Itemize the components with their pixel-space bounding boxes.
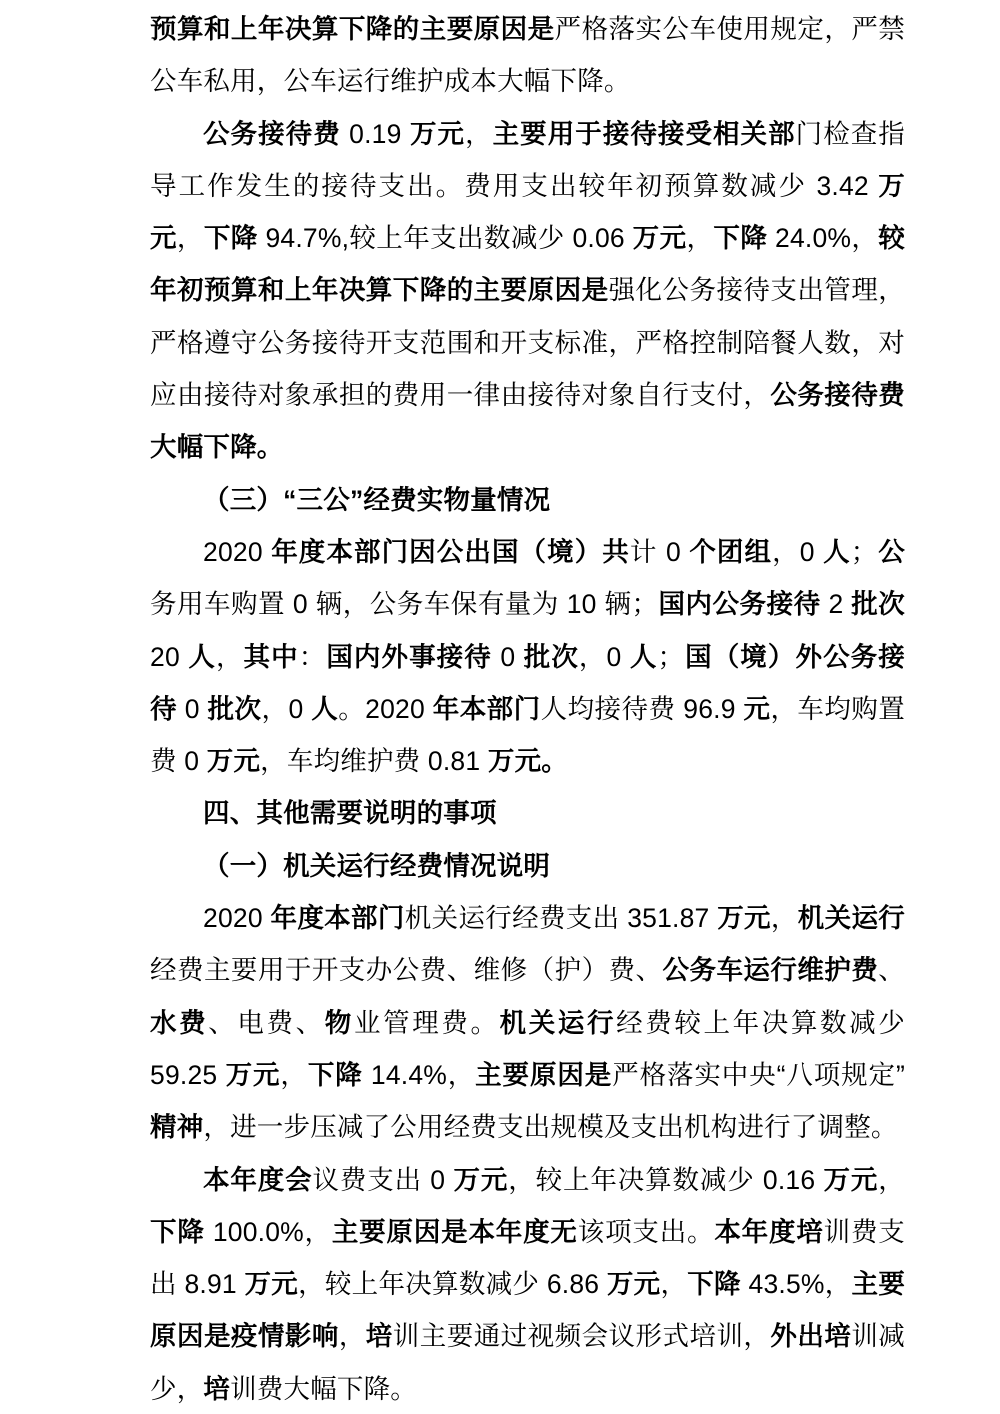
text-line: [150, 944, 905, 996]
text-segment: 严格落实公车使用规定，严禁: [554, 14, 905, 44]
text-segment: 导工作发生的接待支出。费用支出较年初预算数减少 3.42: [150, 170, 879, 201]
text-segment: 训减: [851, 1321, 905, 1352]
text-segment: 人均接待费 96.9: [540, 693, 744, 724]
text-segment: 2020: [203, 903, 271, 934]
text-segment: 门检查指: [795, 118, 905, 149]
text-segment: 59.25: [150, 1059, 226, 1090]
bold-text-segment: 人: [629, 641, 658, 672]
text-segment: ，: [215, 641, 244, 672]
bold-text-segment: 下降: [687, 1269, 741, 1300]
bold-text-segment: 原因是疫情影响: [150, 1321, 339, 1352]
bold-text-segment: 下降: [150, 1216, 205, 1247]
bold-text-segment: 元: [150, 223, 177, 254]
text-segment: 公车私用，公车运行维护成本大幅下降。: [150, 66, 631, 97]
section-heading: [150, 840, 905, 892]
bold-text-segment: 其中: [243, 641, 299, 672]
text-segment: 训费大幅下降。: [230, 1373, 418, 1404]
bold-text-segment: 万元: [717, 903, 771, 934]
text-segment: 14.4%，: [362, 1059, 476, 1090]
text-line: [150, 1258, 905, 1310]
text-line: [150, 997, 905, 1049]
bold-text-segment: 个团组: [689, 536, 773, 567]
bold-text-segment: 国内外事接待: [326, 641, 492, 672]
text-segment: ，: [660, 1269, 688, 1300]
bold-text-segment: 人: [823, 536, 851, 567]
document-body: [150, 3, 905, 1414]
text-segment: ；: [657, 641, 685, 672]
text-segment: 94.7%,较上年支出数减少 0.06: [257, 223, 633, 254]
text-line: [150, 3, 905, 55]
text-segment: 该项支出。: [577, 1216, 715, 1247]
text-segment: 严格遵守公务接待开支范围和开支标准，严格控制陪餐人数，对: [150, 327, 905, 358]
text-segment: 0: [176, 693, 208, 724]
text-line: [150, 264, 905, 316]
text-segment: 计 0: [629, 536, 690, 567]
bold-text-segment: 本年度培: [714, 1216, 824, 1247]
text-line: [150, 160, 905, 212]
bold-text-segment: 万元: [206, 746, 261, 777]
text-segment: 务用车购置 0 辆，公务车保有量为 10 辆；: [150, 589, 659, 620]
text-segment: 、电费、: [208, 1007, 325, 1038]
text-segment: 24.0%，: [767, 223, 879, 254]
text-segment: ，: [338, 1321, 366, 1352]
bold-text-segment: 年度本部门因公出国（境）共: [271, 536, 630, 567]
bold-text-segment: 本年度会: [203, 1164, 313, 1195]
text-segment: 100.0%，: [204, 1216, 332, 1247]
bold-text-segment: 机关运行: [499, 1007, 617, 1038]
text-segment: 应由接待对象承担的费用一律由接待对象自行支付，: [150, 380, 771, 411]
bold-text-segment: 培: [365, 1321, 393, 1352]
text-segment: ，车均购置: [770, 693, 905, 724]
text-segment: 2: [820, 589, 852, 620]
bold-text-segment: 下降: [307, 1059, 363, 1090]
text-segment: 业管理费。: [353, 1007, 500, 1038]
bold-text-segment: 下降: [203, 223, 258, 254]
text-segment: 强化公务接待支出管理，: [608, 275, 905, 306]
bold-text-segment: 国内公务接待: [658, 589, 821, 620]
bold-text-segment: 年初预算和上年决算下降的主要原因是: [150, 275, 609, 306]
text-segment: ，车均维护费 0.81: [260, 746, 488, 777]
text-line: [150, 55, 905, 107]
text-segment: 严格落实中央“八项规定”: [612, 1059, 905, 1090]
bold-text-segment: 公务车运行维护费: [662, 955, 879, 986]
text-segment: ，: [878, 1164, 905, 1195]
text-line: [150, 421, 905, 473]
bold-text-segment: 万元: [409, 118, 466, 149]
text-segment: ，: [686, 223, 714, 254]
section-heading: [150, 787, 905, 839]
text-segment: 20: [150, 641, 189, 672]
text-segment: ，较上年决算数减少 6.86: [298, 1269, 607, 1300]
text-line: [150, 1363, 905, 1414]
bold-text-segment: 人: [311, 693, 339, 724]
text-segment: 出 8.91: [150, 1269, 245, 1300]
bold-text-segment: 预算和上年决算下降的主要原因是: [150, 14, 555, 44]
text-segment: ，较上年决算数减少 0.16: [508, 1164, 824, 1195]
text-segment: 费 0: [150, 746, 207, 777]
text-segment: 训主要通过视频会议形式培训，: [392, 1321, 771, 1352]
bold-text-segment: 国（境）外公务接: [684, 641, 905, 672]
text-segment: 训费支: [823, 1216, 905, 1247]
bold-text-segment: 人: [188, 641, 216, 672]
text-segment: ，进一步压减了公用经费支出规模及支出机构进行了调整。: [203, 1112, 898, 1143]
text-line: [150, 526, 905, 578]
text-segment: ，0: [772, 536, 824, 567]
bold-text-segment: 万元: [453, 1164, 509, 1195]
bold-text-segment: 大幅下降。: [150, 432, 284, 463]
bold-text-segment: 下降: [713, 223, 768, 254]
text-line: [150, 631, 905, 683]
bold-text-segment: 精神: [150, 1112, 204, 1143]
bold-text-segment: 外出培: [770, 1321, 852, 1352]
text-segment: 经费较上年决算数减少: [616, 1007, 905, 1038]
bold-text-segment: 主要用于接待接受相关部: [492, 118, 796, 149]
bold-text-segment: 公务接待费: [203, 118, 341, 149]
text-segment: ，: [176, 223, 204, 254]
bold-text-segment: 批次: [851, 589, 905, 620]
bold-text-segment: 物: [324, 1007, 354, 1038]
section-heading: [150, 474, 905, 526]
bold-text-segment: 主要: [851, 1269, 905, 1300]
text-segment: ，0: [261, 693, 312, 724]
text-segment: 。2020: [338, 693, 433, 724]
text-segment: 经费主要用于开支办公费、维修（护）费、: [150, 955, 663, 986]
text-segment: 0.19: [340, 118, 410, 149]
text-segment: 少，: [150, 1373, 204, 1404]
bold-text-segment: （三）“三公”经费实物量情况: [203, 484, 551, 515]
text-segment: ，0: [578, 641, 630, 672]
bold-text-segment: 主要原因是: [475, 1059, 613, 1090]
text-segment: ；: [850, 536, 878, 567]
text-segment: ：: [298, 641, 327, 672]
text-segment: 0: [491, 641, 524, 672]
text-segment: 机关运行经费支出 351.87: [404, 903, 718, 934]
text-line: [150, 1310, 905, 1362]
text-line: [150, 683, 905, 735]
bold-text-segment: 机关运行: [797, 903, 905, 934]
bold-text-segment: 万元: [632, 223, 687, 254]
text-segment: 议费支出 0: [312, 1164, 454, 1195]
text-segment: ，: [465, 118, 493, 149]
bold-text-segment: 主要原因是本年度无: [331, 1216, 578, 1247]
bold-text-segment: 较: [878, 223, 905, 254]
text-line: [150, 212, 905, 264]
text-line: [150, 1101, 905, 1153]
bold-text-segment: 批次: [207, 693, 262, 724]
text-line: [150, 1049, 905, 1101]
text-line: [150, 735, 905, 787]
text-line: [150, 578, 905, 630]
text-segment: ，: [770, 903, 798, 934]
text-line: [150, 108, 905, 160]
bold-text-segment: 万元。: [487, 746, 568, 777]
bold-text-segment: 元: [743, 693, 771, 724]
text-line: [150, 892, 905, 944]
bold-text-segment: 万元: [244, 1269, 299, 1300]
text-line: [150, 369, 905, 421]
text-segment: ，: [280, 1059, 308, 1090]
bold-text-segment: 万元: [823, 1164, 879, 1195]
bold-text-segment: 公务接待费: [770, 380, 905, 411]
bold-text-segment: 年度本部门: [270, 903, 405, 934]
bold-text-segment: 年本部门: [432, 693, 541, 724]
bold-text-segment: 公: [877, 536, 905, 567]
text-segment: 、: [878, 955, 905, 986]
bold-text-segment: 万: [878, 170, 905, 201]
bold-text-segment: 批次: [523, 641, 579, 672]
bold-text-segment: （一）机关运行经费情况说明: [203, 850, 551, 881]
bold-text-segment: 待: [150, 693, 177, 724]
bold-text-segment: 四、其他需要说明的事项: [203, 798, 497, 829]
bold-text-segment: 万元: [225, 1059, 281, 1090]
text-line: [150, 1206, 905, 1258]
text-line: [150, 317, 905, 369]
text-line: [150, 1154, 905, 1206]
text-segment: 43.5%，: [740, 1269, 852, 1300]
bold-text-segment: 培: [203, 1373, 231, 1404]
text-segment: 2020: [203, 536, 272, 567]
bold-text-segment: 水费: [150, 1007, 209, 1038]
bold-text-segment: 万元: [606, 1269, 661, 1300]
